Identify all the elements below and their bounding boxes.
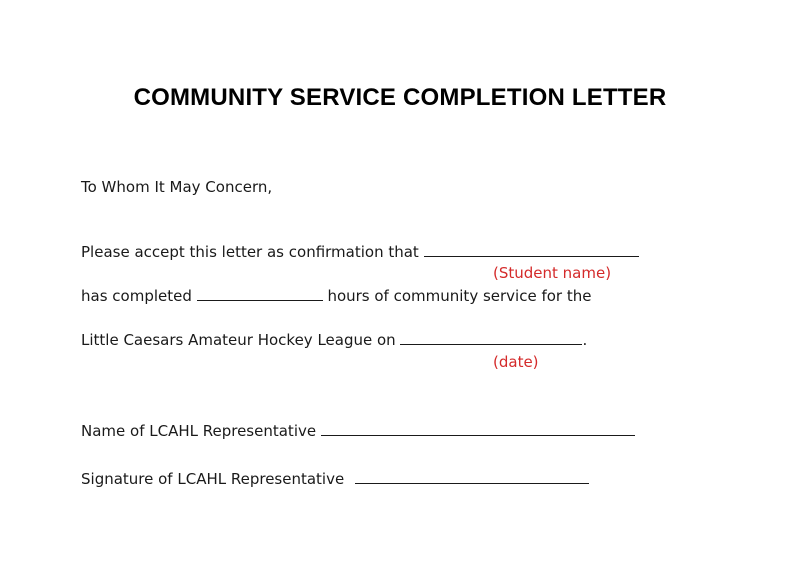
rep-signature-blank: [355, 469, 589, 484]
letter-title: COMMUNITY SERVICE COMPLETION LETTER: [133, 84, 667, 111]
rep-signature-line: [81, 469, 589, 489]
rep-name-line: [81, 421, 635, 441]
confirmation-line: [81, 242, 639, 262]
rep-name-blank: [321, 421, 635, 436]
hours-blank: [197, 286, 323, 301]
period: .: [582, 331, 588, 349]
rep-signature-label: Signature of LCAHL Representative: [81, 470, 345, 488]
hours-line: [81, 286, 591, 306]
league-line: [81, 330, 587, 350]
date-blank: [400, 330, 582, 345]
student-name-blank: [424, 242, 639, 257]
league-text: Little Caesars Amateur Hockey League on: [81, 331, 396, 349]
date-hint: (date): [493, 353, 539, 371]
student-name-hint: (Student name): [493, 264, 612, 282]
completed-suffix: hours of community service for the: [327, 287, 592, 305]
salutation: To Whom It May Concern,: [81, 178, 273, 196]
rep-name-label: Name of LCAHL Representative: [81, 422, 317, 440]
completed-prefix: has completed: [81, 287, 192, 305]
confirmation-text: Please accept this letter as confirmation that: [81, 243, 419, 261]
